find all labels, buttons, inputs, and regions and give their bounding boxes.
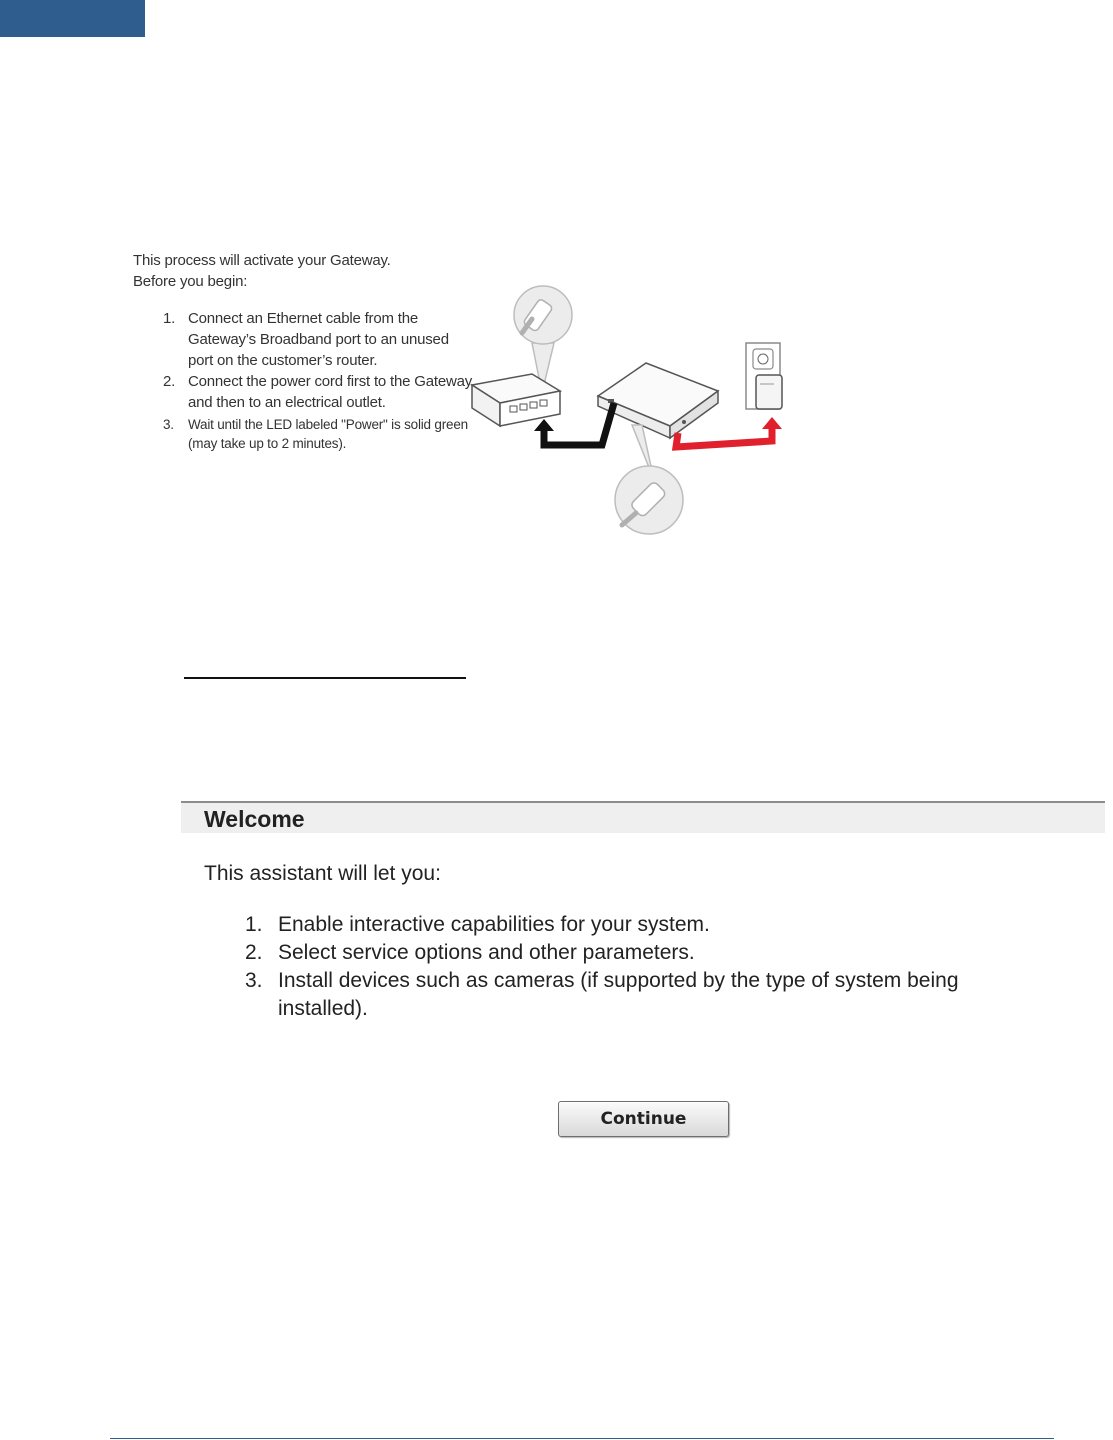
router-icon [472,374,560,426]
continue-button[interactable]: Continue [558,1101,729,1137]
item-number: 3. [245,969,263,992]
power-outlet-icon [746,343,782,409]
step-number: 1. [163,310,176,327]
item-text: Select service options and other parameters. [278,941,695,964]
activation-intro-line1: This process will activate your Gateway. [133,252,391,269]
activation-intro-line2: Before you begin: [133,273,248,290]
gateway-connection-diagram [470,275,800,545]
footer-rule [110,1438,1054,1439]
step-text: Wait until the LED labeled "Power" is solid green (may take up to 2 minutes). [188,417,468,451]
item-number: 2. [245,941,263,964]
step-text: Connect the power cord first to the Gateway and then to an electrical outlet. [188,373,473,411]
step-number: 2. [163,373,176,390]
activation-instructions [133,250,473,453]
header-accent-bar [0,0,145,37]
item-number: 1. [245,913,263,936]
welcome-header-bar [181,801,1105,833]
activation-step [133,371,473,413]
activation-intro [133,250,473,292]
activation-step [133,415,473,453]
item-text: Enable interactive capabilities for your system. [278,913,710,936]
welcome-list-item [204,911,1044,939]
step-number: 3. [163,417,174,432]
power-plug-icon [615,425,683,534]
activation-steps-list [133,308,473,453]
activation-step [133,308,473,371]
gateway-icon [598,363,718,438]
step-text: Connect an Ethernet cable from the Gateway’s Broadband port to an unused port on the customer’s router. [188,310,449,369]
welcome-description: This assistant will let you: [204,862,441,885]
welcome-title: Welcome [204,806,305,832]
welcome-list [204,911,1044,1023]
section-divider [184,677,466,679]
item-text: Install devices such as cameras (if supported by the type of system being installed). [278,969,959,1020]
welcome-list-item [204,967,1044,1023]
welcome-list-item [204,939,1044,967]
